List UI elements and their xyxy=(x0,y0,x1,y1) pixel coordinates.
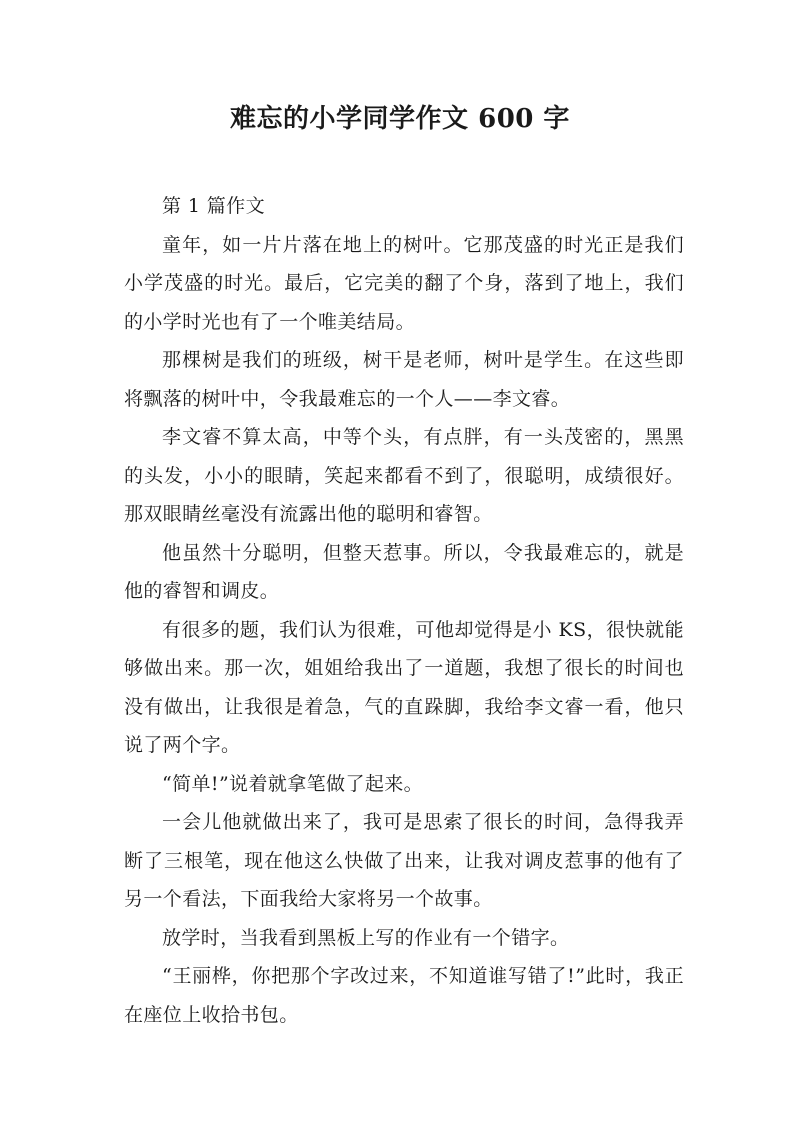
paragraph: 放学时，当我看到黑板上写的作业有一个错字。 xyxy=(162,926,570,949)
paragraph: 他虽然十分聪明，但整天惹事。所以，令我最难忘的，就是他的睿智和调皮。 xyxy=(124,541,684,602)
essay-body xyxy=(124,187,684,1034)
paragraph: “王丽桦，你把那个字改过来，不知道谁写错了!”此时，我正在座位上收拾书包。 xyxy=(124,965,684,1026)
paragraph: “简单!”说着就拿笔做了起来。 xyxy=(162,772,424,795)
paragraph: 一会儿他就做出来了，我可是思索了很长的时间，急得我弄断了三根笔，现在他这么快做了出来，让我对调皮惹事的他有了另一个看法，下面我给大家将另一个故事。 xyxy=(124,811,684,910)
paragraph: 有很多的题，我们认为很难，可他却觉得是小 KS，很快就能够做出来。那一次，姐姐给我出了一道题，我想了很长的时间也没有做出，让我很是着急，气的直跺脚，我给李文睿一看，他只说了两个字。 xyxy=(124,618,684,756)
paragraph: 童年，如一片片落在地上的树叶。它那茂盛的时光正是我们小学茂盛的时光。最后，它完美的翻了个身，落到了地上，我们的小学时光也有了一个唯美结局。 xyxy=(124,233,684,333)
paragraph: 那棵树是我们的班级，树干是老师，树叶是学生。在这些即将飘落的树叶中，令我最难忘的一个人——李文睿。 xyxy=(124,349,684,410)
document-title: 难忘的小学同学作文 600 字 xyxy=(230,104,570,134)
section-label: 第 1 篇作文 xyxy=(162,195,265,217)
paragraph: 李文睿不算太高，中等个头，有点胖，有一头茂密的，黑黑的头发，小小的眼睛，笑起来都看不到了，很聪明，成绩很好。那双眼睛丝毫没有流露出他的聪明和睿智。 xyxy=(124,426,684,525)
